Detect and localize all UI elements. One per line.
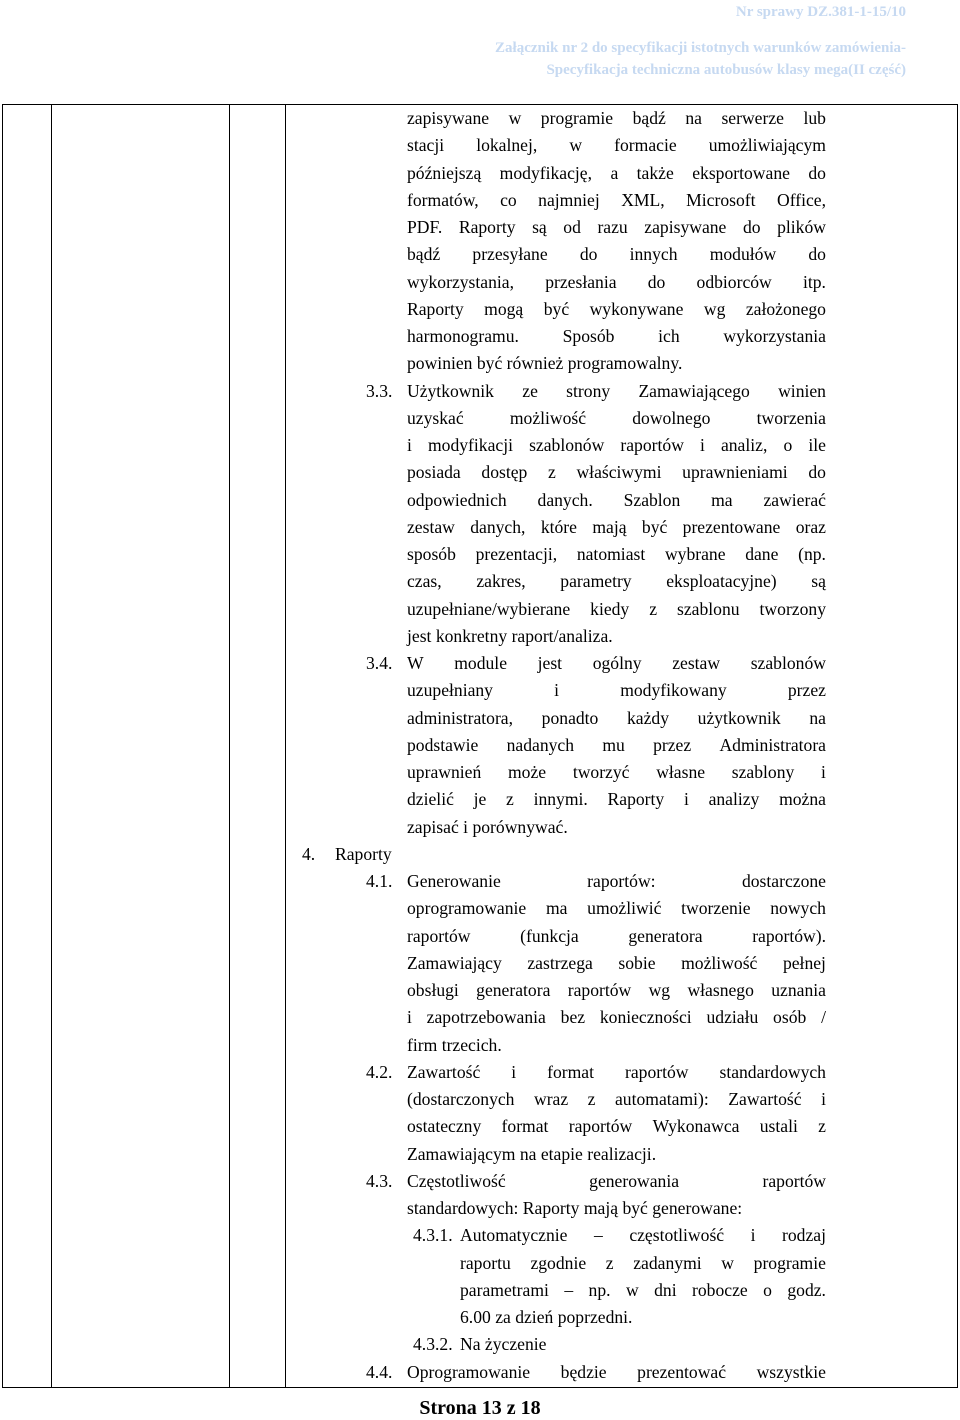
item-number: 3.3. — [366, 380, 393, 401]
paragraph-line: wykorzystania, przesłania do odbiorców itp. — [407, 271, 826, 292]
paragraph-line: jest konkretny raport/analiza. — [407, 625, 613, 646]
page-number: Strona 13 z 18 — [419, 1397, 541, 1419]
paragraph-line: zestaw danych, które mają być prezentowane oraz — [407, 516, 826, 537]
paragraph-line: obsługi generatora raportów wg własnego uznania — [407, 980, 826, 1000]
paragraph-line: powinien być również programowalny. — [407, 353, 683, 374]
paragraph-line: (dostarczonych wraz z automatami): Zawartość i — [407, 1089, 826, 1109]
paragraph-line: czas, zakres, parametry eksploatacyjne) są — [407, 571, 826, 592]
paragraph-line: bądź przesyłane do innych modułów do — [407, 244, 826, 265]
paragraph-line: uzyskać możliwość dowolnego tworzenia — [407, 407, 826, 428]
paragraph-line: uzupełniane/wybierane kiedy z szablonu tworzony — [407, 598, 826, 619]
paragraph-line: administratora, ponadto każdy użytkownik na — [407, 707, 826, 728]
paragraph-line: posiada dostęp z właściwymi uprawnieniami do — [407, 462, 826, 483]
paragraph-line: PDF. Raporty są od razu zapisywane do plików — [407, 217, 826, 237]
paragraph-line: ostateczny format raportów Wykonawca ustali z — [407, 1116, 826, 1137]
case-number: Nr sprawy DZ.381-1-15/10 — [735, 4, 906, 20]
subitem-number: 4.3.2. — [413, 1334, 453, 1355]
paragraph-line: standardowych: Raporty mają być generowane: — [407, 1198, 743, 1218]
item-number: 4.2. — [366, 1061, 393, 1082]
paragraph-line: Raporty mogą być wykonywane wg założonego — [407, 298, 826, 319]
paragraph-line: odpowiednich danych. Szablon ma zawierać — [407, 489, 826, 510]
section-number: 4. — [302, 843, 316, 864]
paragraph-line: i modyfikacji szablonów raportów i analiz, o ile — [407, 435, 826, 455]
paragraph-line: Zawartość i format raportów standardowych — [407, 1061, 826, 1082]
paragraph-line: uprawnień może tworzyć własne szablony i — [407, 762, 826, 782]
paragraph-line: harmonogramu. Sposób ich wykorzystania — [407, 326, 826, 346]
paragraph-line: Zamawiający zastrzega sobie możliwość pełnej — [407, 952, 826, 973]
paragraph-line: raportów (funkcja generatora raportów). — [407, 925, 826, 946]
paragraph-line: sposób prezentacji, natomiast wybrane dane (np. — [407, 544, 826, 564]
paragraph-line: W module jest ogólny zestaw szablonów — [407, 653, 826, 673]
column-divider — [51, 105, 52, 1387]
item-number: 4.4. — [366, 1361, 393, 1382]
paragraph-line: parametrami – np. w dni robocze o godz. — [460, 1279, 826, 1300]
item-number: 4.3. — [366, 1170, 393, 1191]
spec-title: Specyfikacja techniczna autobusów klasy mega(II część) — [546, 62, 906, 78]
section-title: Raporty — [335, 843, 392, 864]
paragraph-line: uzupełniany i modyfikowany przez — [407, 680, 826, 701]
subitem-number: 4.3.1. — [413, 1225, 453, 1246]
paragraph-line: formatów, co najmniej XML, Microsoft Office, — [407, 189, 826, 210]
column-divider — [285, 105, 286, 1387]
paragraph-line: Generowanie raportów: dostarczone — [407, 871, 826, 891]
paragraph-line: zapisywane w programie bądź na serwerze lub — [407, 108, 826, 128]
paragraph-line: dzielić je z innymi. Raporty i analizy można — [407, 789, 826, 810]
paragraph-line: zapisać i porównywać. — [407, 816, 568, 837]
paragraph-line: raportu zgodnie z zadanymi w programie — [460, 1252, 826, 1273]
paragraph-line: Na życzenie — [460, 1334, 547, 1355]
paragraph-line: późniejszą modyfikację, a także eksportowane do — [407, 162, 826, 183]
paragraph-line: Częstotliwość generowania raportów — [407, 1170, 826, 1191]
paragraph-line: podstawie nadanych mu przez Administratora — [407, 734, 826, 755]
paragraph-line: Zamawiającym na etapie realizacji. — [407, 1143, 657, 1164]
paragraph-line: Użytkownik ze strony Zamawiającego winien — [407, 380, 826, 401]
item-number: 4.1. — [366, 871, 393, 891]
paragraph-line: stacji lokalnej, w formacie umożliwiającym — [407, 135, 826, 156]
paragraph-line: Automatycznie – częstotliwość i rodzaj — [460, 1225, 826, 1246]
item-number: 3.4. — [366, 653, 393, 673]
column-divider — [229, 105, 230, 1387]
attachment-title: Załącznik nr 2 do specyfikacji istotnych warunków zamówienia- — [495, 40, 906, 56]
paragraph-line: i zapotrzebowania bez konieczności udziału osób / — [407, 1007, 826, 1028]
paragraph-line: Oprogramowanie będzie prezentować wszystkie — [407, 1361, 826, 1382]
paragraph-line: 6.00 za dzień poprzedni. — [460, 1307, 633, 1327]
paragraph-line: firm trzecich. — [407, 1034, 502, 1055]
paragraph-line: oprogramowanie ma umożliwić tworzenie nowych — [407, 898, 826, 919]
